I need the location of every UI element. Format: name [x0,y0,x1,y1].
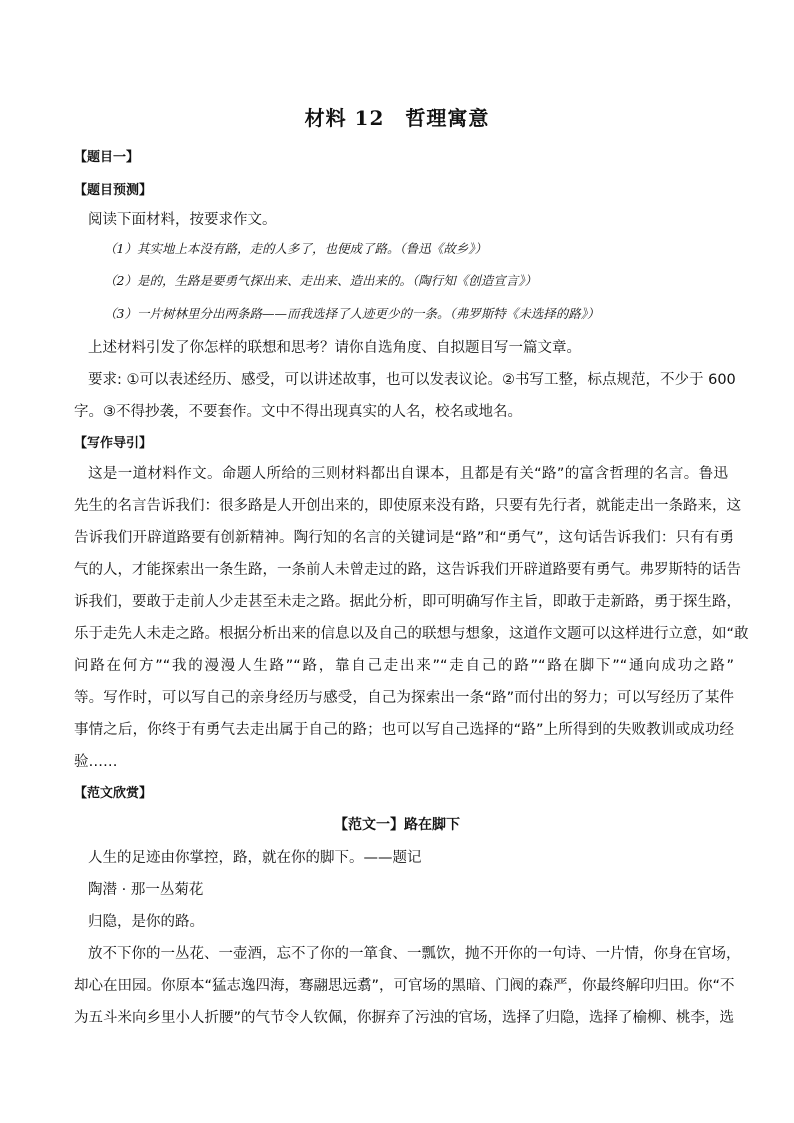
material-item: （2）是的，生路是要勇气探出来、走出来、造出来的。（陶行知《创造宣言》） [104,273,537,288]
prompt-question: 上述材料引发了你怎样的联想和思考？请你自选角度、自拟题目写一篇文章。 [88,340,581,356]
material-item: （1）其实地上本没有路，走的人多了，也便成了路。（鲁迅《故乡》） [104,241,487,256]
guide-paragraph-line: 这是一道材料作文。命题人所给的三则材料都出自课本，且都是有关“路”的富含哲理的名言。鲁迅 [88,466,728,482]
guide-paragraph-line: 诉我们，要敢于走前人少走甚至未走之路。据此分析，即可明确写作主旨，即敢于走新路，勇于探生路， [74,594,741,610]
prompt-requirements: 要求: ①可以表述经历、感受，可以讲述故事，也可以发表议论。②书写工整，标点规范，不少于 600 [88,372,736,388]
material-item: （3）一片树林里分出两条路——而我选择了人迹更少的一条。（弗罗斯特《未选择的路》） [104,306,600,321]
section-heading-topic: 【题目一】 [74,150,140,165]
section-heading-predict: 【题目预测】 [74,183,153,198]
guide-paragraph-line: 验…… [74,754,118,770]
section-heading-guide: 【写作导引】 [74,436,153,451]
page-title: 材料 12 哲理寓意 [304,106,490,130]
essay-body-line: 放不下你的一丛花、一壶酒，忘不了你的一箪食、一瓢饮，抛不开你的一句诗、一片情，你身在官场， [88,946,741,962]
guide-paragraph-line: 先生的名言告诉我们：很多路是人开创出来的，即使原来没有路，只要有先行者，就能走出一条路来，这 [74,498,741,514]
essay-body-line: 却心在田园。你原本“猛志逸四海，骞翮思远翥”，可官场的黑暗、门阀的森严，你最终解印归田。你“不 [74,978,735,994]
guide-paragraph-line: 气的人，才能探索出一条生路，一条前人未曾走过的路，这告诉我们开辟道路要有勇气。弗罗斯特的话告 [74,562,741,578]
essay-paragraph: 归隐，是你的路。 [88,914,204,930]
essay-epigraph: 人生的足迹由你掌控，路，就在你的脚下。——题记 [88,850,422,866]
essay-body-line: 为五斗米向乡里小人折腰”的气节令人钦佩，你摒弃了污浊的官场，选择了归隐，选择了榆柳、桃李，选 [74,1010,735,1026]
guide-paragraph-line: 等。写作时，可以写自己的亲身经历与感受，自己为探索出一条“路”而付出的努力；可以写经历了某件 [74,690,734,706]
essay-subheading: 陶潜 · 那一丛菊花 [88,882,204,898]
prompt-intro: 阅读下面材料，按要求作文。 [88,212,277,228]
essay-title: 【范文一】路在脚下 [334,817,460,833]
guide-paragraph-line: 告诉我们开辟道路要有创新精神。陶行知的名言的关键词是“路”和“勇气”，这句话告诉我们：只有有勇 [74,530,734,546]
guide-paragraph-line: 事情之后，你终于有勇气去走出属于自己的路；也可以写自己选择的“路”上所得到的失败教训或成功经 [74,722,734,738]
guide-paragraph-line: 问路在何方”“我的漫漫人生路”“路，靠自己走出来”“走自己的路”“路在脚下”“通向成功之路” [74,658,734,674]
prompt-requirements-continued: 字。③不得抄袭，不要套作。文中不得出现真实的人名，校名或地名。 [74,404,522,420]
section-heading-sample: 【范文欣赏】 [74,786,153,801]
guide-paragraph-line: 乐于走先人未走之路。根据分析出来的信息以及自己的联想与想象，这道作文题可以这样进行立意，如“敢 [74,626,749,642]
